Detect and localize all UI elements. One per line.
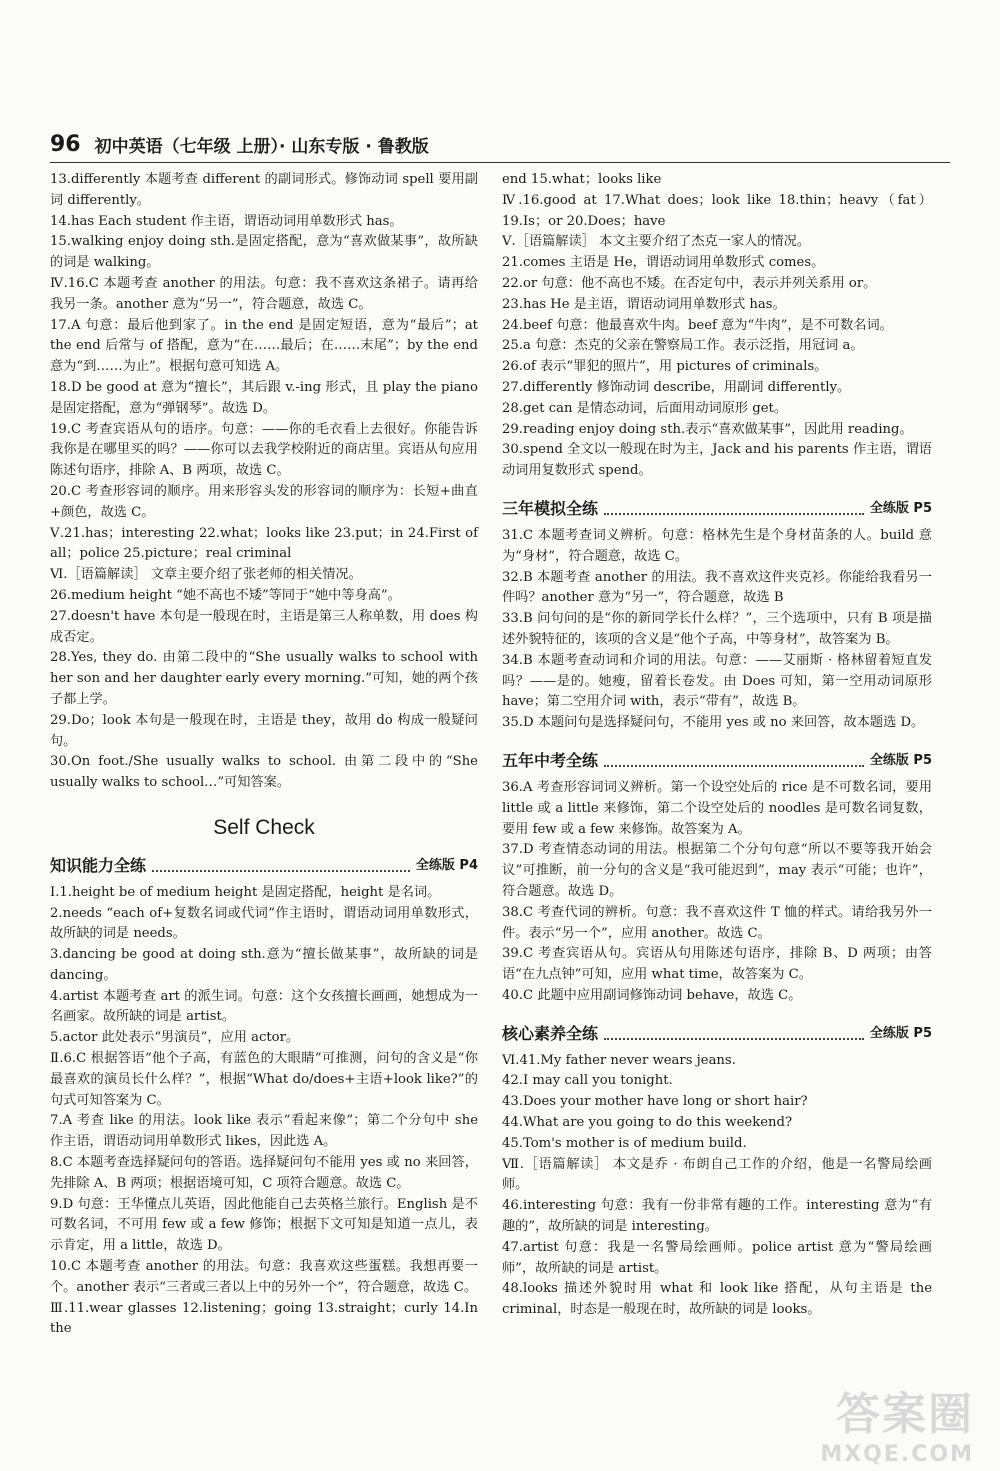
answer-item: 44.What are you going to do this weekend? bbox=[502, 1115, 793, 1131]
answer-item: 30.spend 全文以一般现在时为主，Jack and his parents 作主语，谓语动词用复数形式 spend。 bbox=[502, 442, 932, 479]
answer-item: 23.has He 是主语，谓语动词用单数形式 has。 bbox=[502, 296, 786, 312]
answer-item: 43.Does your mother have long or short hair? bbox=[502, 1094, 808, 1110]
answer-item: 19.C 考查宾语从句的语序。句意：——你的毛衣看上去很好。你能告诉我你是在哪里买的吗？——你可以去我学校附近的商店里。宾语从句应用陈述句语序，排除 A、B 两项，故选 C。 bbox=[50, 421, 478, 479]
page-number: 96 bbox=[50, 131, 81, 157]
watermark-logo bbox=[820, 1378, 974, 1467]
answer-item: 40.C 此题中应用副词修饰动词 behave，故选 C。 bbox=[502, 987, 802, 1003]
answer-item: 15.walking enjoy doing sth.是固定搭配，意为“喜欢做某事”，故所缺的词是 walking。 bbox=[50, 234, 478, 271]
watermark-sub: MXQE.COM bbox=[820, 1442, 974, 1467]
answer-item: 38.C 考查代词的辨析。句意：我不喜欢这件 T 恤的样式。请给我另外一件。表示“另一个”，应用 another。故选 C。 bbox=[502, 904, 932, 941]
dotted-leader bbox=[604, 765, 864, 767]
answer-item: 17.A 句意：最后他到家了。in the end 是固定短语，意为“最后”；at the end 后常与 of 搭配，意为“在……最后；在……末尾”；by the end 意为“到……为止”。根据句意可知选 A。 bbox=[50, 317, 478, 375]
section-ref: 全练版 P5 bbox=[869, 753, 932, 769]
left-answers-1 bbox=[50, 170, 478, 794]
answer-item: Ⅶ.［语篇解读］ 本文是乔 · 布朗自己工作的介绍，他是一名警局绘画师。 bbox=[502, 1156, 932, 1193]
answer-item: 18.D be good at 意为“擅长”，其后跟 v.-ing 形式，且 play the piano 是固定搭配，意为“弹钢琴”。故选 D。 bbox=[50, 379, 478, 416]
section-title: 知识能力全练 bbox=[50, 855, 147, 875]
answer-item: 35.D 本题问句是选择疑问句，不能用 yes 或 no 来回答，故本题选 D。 bbox=[502, 715, 925, 731]
answer-item: Ⅵ.［语篇解读］ 文章主要介绍了张老师的相关情况。 bbox=[50, 567, 362, 583]
answer-item: Ⅵ.41.My father never wears jeans. bbox=[502, 1052, 736, 1068]
page-header bbox=[50, 126, 950, 163]
answer-item: 28.Yes, they do. 由第二段中的“She usually walks to school with her son and her daughter early every morning.”可知，她的两个孩子都上学。 bbox=[50, 650, 478, 707]
answer-item: 10.C 本题考查 another 的用法。句意：我喜欢这些蛋糕。我想再要一个。another 表示“三者或三者以上中的另外一个”，符合题意，故选 C。 bbox=[50, 1259, 478, 1295]
answer-item: Ⅱ.6.C 根据答语“他个子高，有蓝色的大眼睛”可推测，问句的含义是“你最喜欢的演员长什么样？”，根据“What do/does+主语+look like?”的句式可知答案为 C。 bbox=[50, 1051, 478, 1108]
answer-item: 25.a 句意：杰克的父亲在警察局工作。表示泛指，用冠词 a。 bbox=[502, 338, 864, 354]
answer-item: 21.comes 主语是 He，谓语动词用单数形式 comes。 bbox=[502, 255, 825, 271]
answer-item: 20.C 考查形容词的顺序。用来形容头发的形容词的顺序为：长短+曲直+颜色，故选 C。 bbox=[50, 483, 478, 520]
answer-item: 13.differently 本题考查 different 的副词形式。修饰动词 spell 要用副词 differently。 bbox=[50, 172, 478, 208]
dotted-leader bbox=[604, 1038, 864, 1040]
answer-item: 42.I may call you tonight. bbox=[502, 1073, 673, 1089]
answer-item: 30.On foot./She usually walks to school. 由第二段中的“She usually walks to school…”可知答案。 bbox=[50, 754, 478, 791]
section-title: 三年模拟全练 bbox=[502, 499, 599, 519]
answer-item: 46.interesting 句意：我有一份非常有趣的工作。interesting 意为“有趣的”，故所缺的词是 interesting。 bbox=[502, 1198, 932, 1235]
answer-item: 8.C 本题考查选择疑问句的答语。选择疑问句不能用 yes 或 no 来回答，先排除 A、B 两项；根据语境可知，C 项符合题意。故选 C。 bbox=[50, 1155, 478, 1191]
answer-item: 2.needs “each of+复数名词或代词”作主语时，谓语动词用单数形式，故所缺的词是 needs。 bbox=[50, 905, 478, 942]
answer-item: 29.reading enjoy doing sth.表示“喜欢做某事”，因此用 reading。 bbox=[502, 421, 913, 437]
section-header-sannian bbox=[502, 492, 932, 520]
right-column bbox=[502, 170, 932, 1321]
answer-item: 48.looks 描述外貌时用 what 和 look like 搭配，从句主语是 the criminal，时态是一般现在时，故所缺的词是 looks。 bbox=[502, 1281, 932, 1318]
answer-item: Ⅴ.21.has；interesting 22.what；looks like 23.put；in 24.First of all；police 25.picture；real criminal bbox=[50, 525, 478, 562]
self-check-heading: Self Check bbox=[213, 815, 315, 839]
answer-item: 31.C 本题考查词义辨析。句意：格林先生是个身材苗条的人。build 意为“身材”，符合题意，故选 C。 bbox=[502, 527, 932, 564]
answer-item: Ⅳ.16.C 本题考查 another 的用法。句意：我不喜欢这条裙子。请再给我另一条。another 意为“另一”，符合题意，故选 C。 bbox=[50, 275, 478, 312]
answer-item: 7.A 考查 like 的用法。look like 表示“看起来像”；第二个分句中 she 作主语，谓语动词用单数形式 likes，因此选 A。 bbox=[50, 1113, 478, 1150]
right-answers-2 bbox=[502, 526, 932, 734]
right-answers-1 bbox=[502, 170, 932, 482]
dotted-leader bbox=[604, 513, 864, 515]
answer-item: 45.Tom's mother is of medium build. bbox=[502, 1135, 747, 1151]
answer-item: 4.artist 本题考查 art 的派生词。句意：这个女孩擅长画画，她想成为一名画家。故所缺的词是 artist。 bbox=[50, 988, 478, 1025]
answer-item: end 15.what；looks like bbox=[502, 172, 662, 187]
answer-item: Ⅳ.16.good at 17.What does；look like 18.thin；heavy（fat） 19.Is；or 20.Does；have bbox=[502, 192, 932, 229]
answer-item: 22.or 句意：他不高也不矮。在否定句中，表示并列关系用 or。 bbox=[502, 275, 877, 291]
answer-item: Ⅰ.1.height be of medium height 是固定搭配，height 是名词。 bbox=[50, 884, 441, 900]
book-title: 初中英语（七年级 上册）· 山东专版 · 鲁教版 bbox=[94, 136, 429, 157]
answer-item: 47.artist 句意：我是一名警局绘画师。police artist 意为“警局绘画师”，故所缺的词是 artist。 bbox=[502, 1239, 932, 1276]
section-title: 五年中考全练 bbox=[502, 751, 599, 771]
answer-item: 27.doesn't have 本句是一般现在时，主语是第三人称单数，用 does 构成否定。 bbox=[50, 608, 478, 645]
answer-item: 29.Do；look 本句是一般现在时，主语是 they，故用 do 构成一般疑问句。 bbox=[50, 712, 478, 749]
section-header-hexin bbox=[502, 1017, 932, 1045]
left-answers-2 bbox=[50, 883, 478, 1341]
answer-item: 36.A 考查形容词词义辨析。第一个设空处后的 rice 是不可数名词，要用 little 或 a little 来修饰，第二个设空处后的 noodles 是可数名词复数，要用 few 或 a few 来修饰。故答案为 A。 bbox=[502, 779, 932, 837]
section-ref: 全练版 P5 bbox=[869, 1025, 932, 1041]
section-ref: 全练版 P5 bbox=[869, 501, 932, 517]
answer-item: 9.D 句意：王华懂点儿英语，因此他能自己去英格兰旅行。English 是不可数名词，不可用 few 或 a few 修饰；根据下文可知是知道一点儿，表示肯定，用 a little，故选 D。 bbox=[50, 1196, 478, 1254]
section-header-wunian bbox=[502, 744, 932, 772]
answer-item: 24.beef 句意：他最喜欢牛肉。beef 意为“牛肉”，是不可数名词。 bbox=[502, 317, 893, 333]
answer-item: 32.B 本题考查 another 的用法。我不喜欢这件夹克衫。你能给我看另一件吗？another 意为“另一”，符合题意，故选 B bbox=[502, 569, 932, 606]
answer-item: 39.C 考查宾语从句。宾语从句用陈述句语序，排除 B、D 两项；由答语“在九点钟”可知，应用 what time，故答案为 C。 bbox=[502, 946, 932, 983]
answer-item: 5.actor 此处表示“男演员”，应用 actor。 bbox=[50, 1030, 300, 1046]
section-title: 核心素养全练 bbox=[502, 1023, 599, 1043]
left-column bbox=[50, 170, 478, 1340]
answer-item: 27.differently 修饰动词 describe，用副词 differently。 bbox=[502, 379, 851, 395]
answer-item: 3.dancing be good at doing sth.意为“擅长做某事”，故所缺的词是 dancing。 bbox=[50, 947, 478, 983]
dotted-leader bbox=[152, 870, 410, 872]
answer-item: 26.medium height “她不高也不矮”等同于“她中等身高”。 bbox=[50, 587, 401, 603]
answer-item: 28.get can 是情态动词，后面用动词原形 get。 bbox=[502, 400, 788, 416]
right-answers-4 bbox=[502, 1051, 932, 1321]
watermark-main: 答案圈 bbox=[836, 1389, 974, 1440]
answer-item: 14.has Each student 作主语，谓语动词用单数形式 has。 bbox=[50, 213, 403, 229]
section-ref: 全练版 P4 bbox=[415, 857, 478, 873]
answer-item: 26.of 表示“罪犯的照片”，用 pictures of criminals。 bbox=[502, 359, 828, 375]
answer-item: Ⅴ.［语篇解读］ 本文主要介绍了杰克一家人的情况。 bbox=[502, 234, 811, 250]
answer-item: 34.B 本题考查动词和介词的用法。句意：——艾丽斯 · 格林留着短直发吗？——是的。她瘦，留着长卷发。由 Does 可知，第一空用动词原形 have；第二空用介词 with，表示“带有”，故选 B。 bbox=[502, 652, 932, 710]
section-header-zhishi bbox=[50, 849, 478, 877]
answer-item: 37.D 考查情态动词的用法。根据第二个分句句意“所以不要等我开始会议”可推断，前一分句的含义是“我可能迟到”，may 表示“可能；也许”，符合题意。故选 D。 bbox=[502, 842, 932, 899]
right-answers-3 bbox=[502, 778, 932, 1007]
answer-item: Ⅲ.11.wear glasses 12.listening；going 13.straight；curly 14.In the bbox=[50, 1300, 478, 1337]
answer-item: 33.B 问句问的是“你的新同学长什么样？”，三个选项中，只有 B 项是描述外貌特征的，该项的含义是“他个子高，中等身材”，故答案为 B。 bbox=[502, 611, 932, 647]
